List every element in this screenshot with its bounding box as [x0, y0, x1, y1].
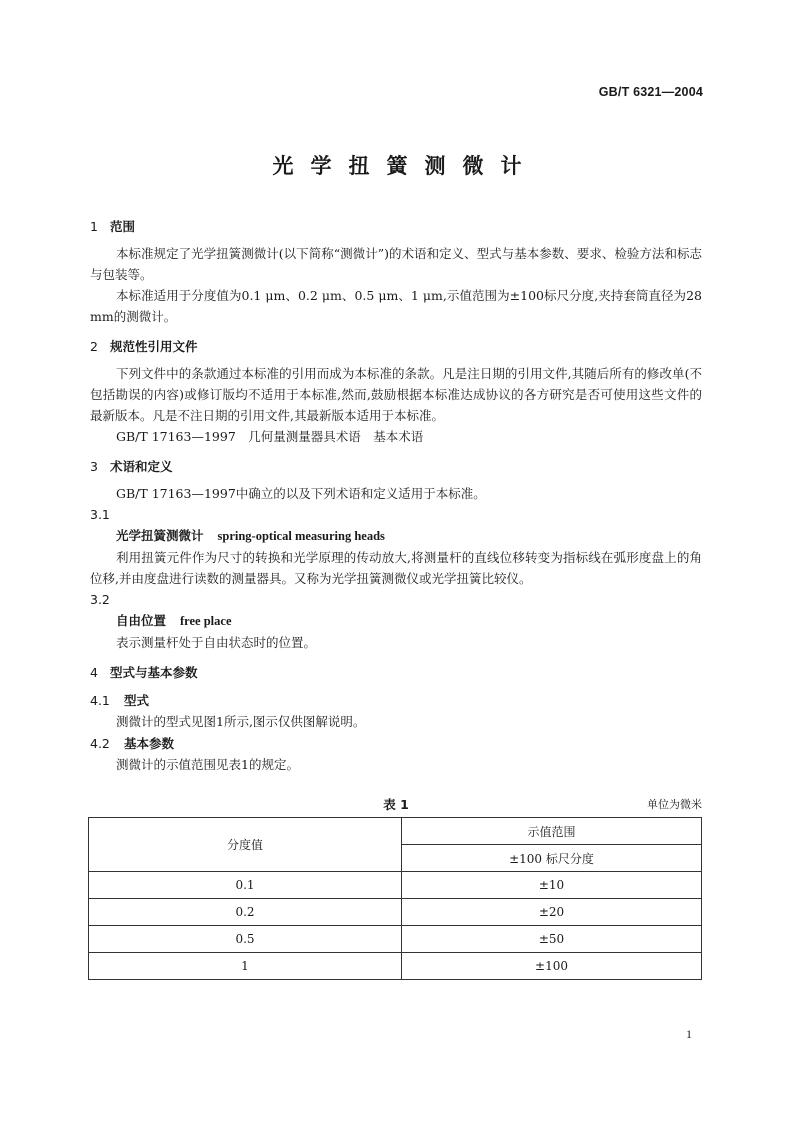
section-2-heading [90, 337, 702, 357]
paragraph: 本标准适用于分度值为0.1 μm、0.2 μm、0.5 μm、1 μm,示值范围为±100标尺分度,夹持套筒直径为28 mm的测微计。 [90, 288, 702, 324]
table-cell-division: 0.1 [89, 872, 402, 899]
clause-number: 3.1 [90, 507, 110, 522]
table-caption-row [90, 795, 702, 813]
paragraph: 测微计的示值范围见表1的规定。 [116, 757, 299, 772]
table-unit: 单位为微米 [647, 798, 702, 811]
table-row [89, 872, 702, 899]
section-number: 1 [90, 219, 98, 234]
subsection-title: 基本参数 [124, 736, 175, 751]
section-title: 术语和定义 [110, 459, 173, 474]
section-number: 2 [90, 339, 98, 354]
term-entry [90, 525, 702, 547]
subsection-number: 4.2 [90, 736, 110, 751]
table-row [89, 953, 702, 980]
paragraph: 本标准规定了光学扭簧测微计(以下简称“测微计”)的术语和定义、型式与基本参数、要求、检验方法和标志与包装等。 [90, 246, 702, 282]
subsection-title: 型式 [124, 693, 150, 708]
paragraph: GB/T 17163—1997中确立的以及下列术语和定义适用于本标准。 [116, 486, 486, 501]
section-4-heading [90, 663, 702, 683]
section-1-heading [90, 217, 702, 237]
section-title: 范围 [110, 219, 136, 234]
term-definition: 表示测量杆处于自由状态时的位置。 [116, 635, 317, 650]
section-3-heading [90, 457, 702, 477]
section-title: 规范性引用文件 [110, 339, 198, 354]
table-subheader-range: ±100 标尺分度 [402, 845, 702, 872]
subsection-number: 4.1 [90, 693, 110, 708]
subsection-4-1-heading [90, 691, 702, 711]
table-cell-range: ±50 [402, 926, 702, 953]
standard-code: GB/T 6321—2004 [598, 85, 703, 99]
paragraph: 测微计的型式见图1所示,图示仅供图解说明。 [116, 714, 366, 729]
section-title: 型式与基本参数 [110, 665, 198, 680]
table-row [89, 926, 702, 953]
document-body [90, 217, 702, 775]
paragraph: 下列文件中的条款通过本标准的引用而成为本标准的条款。凡是注日期的引用文件,其随后所有的修改单(不包括勘误的内容)或修订版均不适用于本标准,然而,鼓励根据本标准达成协议的各方研究是否可使用这些文件的最新版本。凡是不注日期的引用文件,其最新版本适用于本标准。 [90, 366, 702, 423]
term-english: spring-optical measuring heads [217, 529, 385, 543]
section-number: 3 [90, 459, 98, 474]
table-cell-range: ±100 [402, 953, 702, 980]
table-header-division: 分度值 [89, 818, 402, 872]
term-chinese: 光学扭簧测微计 [116, 528, 204, 543]
table-cell-range: ±10 [402, 872, 702, 899]
term-english: free place [180, 614, 232, 628]
table-cell-range: ±20 [402, 899, 702, 926]
page-number: 1 [686, 1027, 692, 1041]
term-entry [90, 610, 702, 632]
table-cell-division: 0.5 [89, 926, 402, 953]
normative-reference: GB/T 17163—1997 几何量测量器具术语 基本术语 [116, 429, 424, 444]
section-number: 4 [90, 665, 98, 680]
table-cell-division: 0.2 [89, 899, 402, 926]
document-title: 光学扭簧测微计 [272, 154, 539, 178]
term-chinese: 自由位置 [116, 613, 167, 628]
subsection-4-2-heading [90, 734, 702, 754]
table-header-range: 示值范围 [402, 818, 702, 845]
term-definition: 利用扭簧元件作为尺寸的转换和光学原理的传动放大,将测量杆的直线位移转变为指标线在弧形度盘上的角位移,并由度盘进行读数的测量器具。又称为光学扭簧测微仪或光学扭簧比较仪。 [90, 550, 702, 586]
table-caption: 表 1 [383, 797, 409, 812]
table-1 [88, 817, 702, 980]
table-row [89, 899, 702, 926]
clause-number: 3.2 [90, 592, 110, 607]
table-cell-division: 1 [89, 953, 402, 980]
